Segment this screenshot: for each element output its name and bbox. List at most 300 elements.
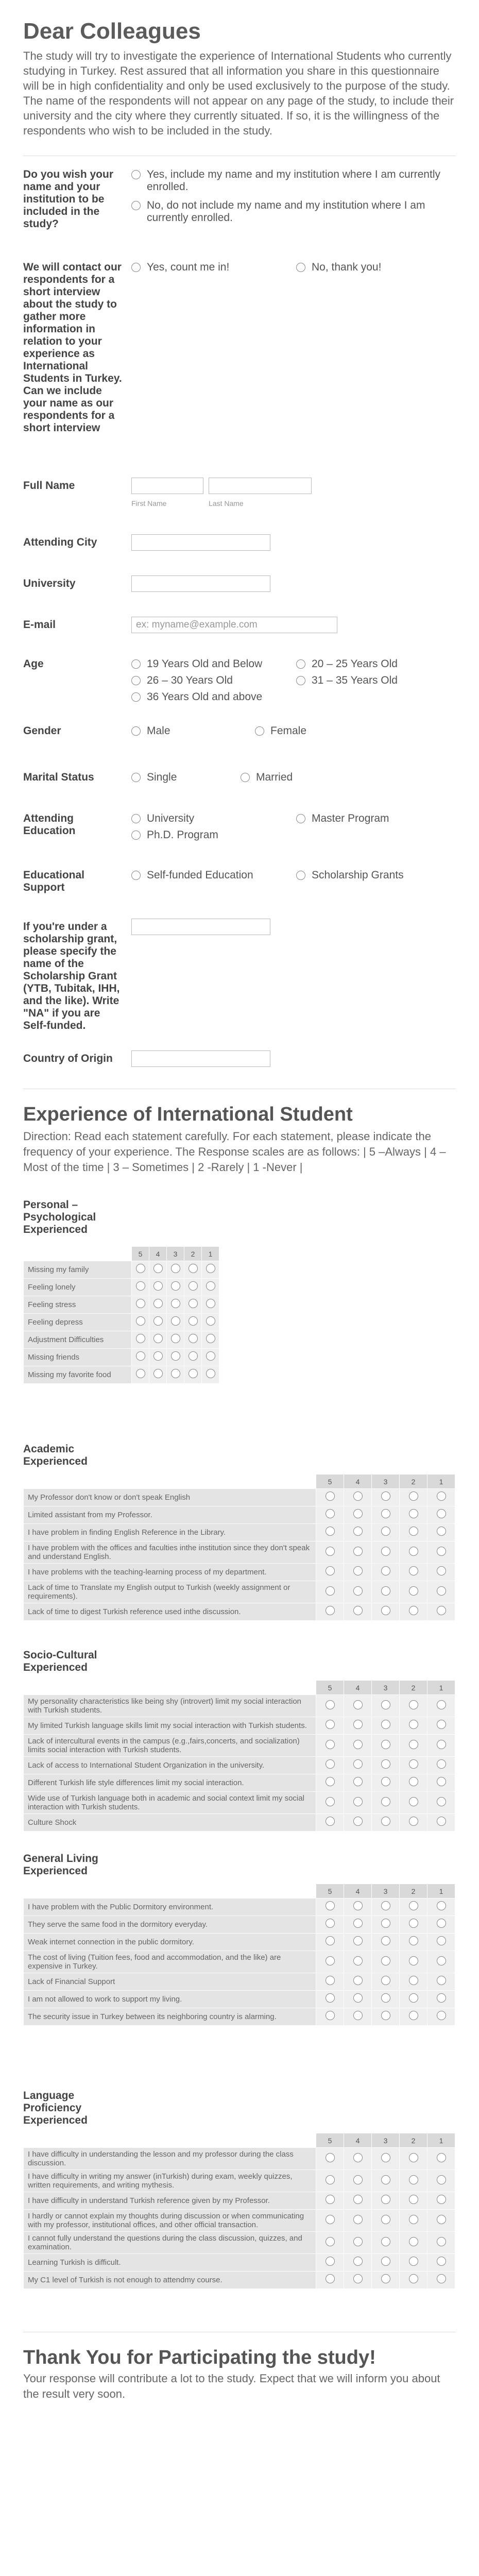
email-input[interactable]: ex: myname@example.com xyxy=(131,617,337,633)
radio-button[interactable] xyxy=(171,1316,180,1326)
radio-button[interactable] xyxy=(171,1299,180,1308)
radio-button[interactable] xyxy=(131,659,141,669)
matrix-cell[interactable] xyxy=(202,1331,219,1349)
radio-button[interactable] xyxy=(437,1586,446,1596)
radio-button[interactable] xyxy=(409,1759,418,1769)
radio-button[interactable] xyxy=(131,692,141,702)
radio-button[interactable] xyxy=(409,2237,418,2246)
radio-button[interactable] xyxy=(353,1919,363,1928)
radio-button[interactable] xyxy=(409,1740,418,1749)
matrix-cell[interactable] xyxy=(400,1973,427,1991)
matrix-cell[interactable] xyxy=(316,2232,344,2254)
matrix-cell[interactable] xyxy=(316,1717,344,1735)
matrix-cell[interactable] xyxy=(372,1973,400,1991)
matrix-cell[interactable] xyxy=(427,1973,455,1991)
radio-button[interactable] xyxy=(409,1700,418,1709)
radio-button[interactable] xyxy=(353,2175,363,2184)
matrix-cell[interactable] xyxy=(427,1991,455,2008)
option-age-19-below[interactable] xyxy=(131,658,296,670)
radio-button[interactable] xyxy=(437,2237,446,2246)
radio-button[interactable] xyxy=(131,871,141,880)
matrix-cell[interactable] xyxy=(400,1564,427,1581)
radio-button[interactable] xyxy=(381,2011,390,2020)
matrix-cell[interactable] xyxy=(400,1489,427,1506)
matrix-cell[interactable] xyxy=(372,1774,400,1792)
radio-button[interactable] xyxy=(136,1281,145,1291)
radio-button[interactable] xyxy=(353,1901,363,1910)
matrix-cell[interactable] xyxy=(149,1296,167,1314)
matrix-cell[interactable] xyxy=(400,1717,427,1735)
option-phd[interactable] xyxy=(131,829,456,841)
radio-button[interactable] xyxy=(136,1351,145,1361)
radio-button[interactable] xyxy=(326,2195,335,2204)
radio-button[interactable] xyxy=(296,676,305,685)
radio-button[interactable] xyxy=(409,2215,418,2224)
matrix-cell[interactable] xyxy=(344,1506,372,1524)
matrix-cell[interactable] xyxy=(372,1899,400,1916)
radio-button[interactable] xyxy=(437,1777,446,1786)
radio-button[interactable] xyxy=(326,1492,335,1501)
radio-button[interactable] xyxy=(353,1509,363,1518)
radio-button[interactable] xyxy=(409,2011,418,2020)
matrix-cell[interactable] xyxy=(316,2272,344,2289)
city-input[interactable] xyxy=(131,534,270,551)
radio-button[interactable] xyxy=(326,1817,335,1826)
radio-button[interactable] xyxy=(153,1369,163,1378)
matrix-cell[interactable] xyxy=(400,2232,427,2254)
radio-button[interactable] xyxy=(437,1901,446,1910)
radio-button[interactable] xyxy=(326,1606,335,1615)
radio-button[interactable] xyxy=(381,1936,390,1945)
radio-button[interactable] xyxy=(326,1586,335,1596)
radio-button[interactable] xyxy=(206,1281,215,1291)
matrix-cell[interactable] xyxy=(167,1279,184,1296)
radio-button[interactable] xyxy=(437,1566,446,1575)
matrix-cell[interactable] xyxy=(344,1991,372,2008)
radio-button[interactable] xyxy=(409,1797,418,1806)
radio-button[interactable] xyxy=(136,1299,145,1308)
radio-button[interactable] xyxy=(409,1919,418,1928)
matrix-cell[interactable] xyxy=(400,1916,427,1934)
radio-button[interactable] xyxy=(437,1720,446,1729)
radio-button[interactable] xyxy=(353,1976,363,1985)
radio-button[interactable] xyxy=(131,676,141,685)
matrix-cell[interactable] xyxy=(372,1814,400,1832)
matrix-cell[interactable] xyxy=(427,1774,455,1792)
matrix-cell[interactable] xyxy=(149,1261,167,1279)
radio-button[interactable] xyxy=(437,2175,446,2184)
radio-button[interactable] xyxy=(437,2274,446,2283)
radio-button[interactable] xyxy=(326,2274,335,2283)
option-include-yes[interactable] xyxy=(131,168,456,193)
radio-button[interactable] xyxy=(326,2175,335,2184)
matrix-cell[interactable] xyxy=(316,1489,344,1506)
radio-button[interactable] xyxy=(353,1993,363,2003)
option-university[interactable] xyxy=(131,812,296,825)
matrix-cell[interactable] xyxy=(344,1581,372,1603)
radio-button[interactable] xyxy=(326,1700,335,1709)
matrix-cell[interactable] xyxy=(400,1757,427,1774)
matrix-cell[interactable] xyxy=(372,2254,400,2272)
matrix-cell[interactable] xyxy=(316,1695,344,1717)
radio-button[interactable] xyxy=(326,1993,335,2003)
matrix-cell[interactable] xyxy=(372,2008,400,2026)
matrix-cell[interactable] xyxy=(316,2148,344,2170)
radio-button[interactable] xyxy=(409,1566,418,1575)
option-age-36-above[interactable] xyxy=(131,691,262,703)
radio-button[interactable] xyxy=(326,1777,335,1786)
radio-button[interactable] xyxy=(437,1919,446,1928)
matrix-cell[interactable] xyxy=(202,1314,219,1331)
matrix-cell[interactable] xyxy=(344,2148,372,2170)
radio-button[interactable] xyxy=(131,814,141,823)
radio-button[interactable] xyxy=(409,1956,418,1965)
matrix-cell[interactable] xyxy=(316,2170,344,2192)
radio-button[interactable] xyxy=(353,1777,363,1786)
matrix-cell[interactable] xyxy=(344,2170,372,2192)
radio-button[interactable] xyxy=(381,1586,390,1596)
matrix-cell[interactable] xyxy=(344,2192,372,2210)
radio-button[interactable] xyxy=(326,1901,335,1910)
radio-button[interactable] xyxy=(381,1492,390,1501)
matrix-cell[interactable] xyxy=(167,1314,184,1331)
radio-button[interactable] xyxy=(437,1797,446,1806)
radio-button[interactable] xyxy=(131,170,141,179)
radio-button[interactable] xyxy=(409,1817,418,1826)
matrix-cell[interactable] xyxy=(202,1366,219,1384)
matrix-cell[interactable] xyxy=(372,2192,400,2210)
radio-button[interactable] xyxy=(381,1606,390,1615)
matrix-cell[interactable] xyxy=(132,1279,149,1296)
matrix-cell[interactable] xyxy=(372,1564,400,1581)
matrix-cell[interactable] xyxy=(427,1934,455,1951)
radio-button[interactable] xyxy=(437,1936,446,1945)
radio-button[interactable] xyxy=(437,2215,446,2224)
radio-button[interactable] xyxy=(326,1566,335,1575)
radio-button[interactable] xyxy=(409,1606,418,1615)
matrix-cell[interactable] xyxy=(344,2210,372,2232)
matrix-cell[interactable] xyxy=(316,1814,344,1832)
matrix-cell[interactable] xyxy=(316,1774,344,1792)
radio-button[interactable] xyxy=(241,773,250,782)
matrix-cell[interactable] xyxy=(427,2192,455,2210)
matrix-cell[interactable] xyxy=(316,1951,344,1973)
matrix-cell[interactable] xyxy=(184,1296,202,1314)
matrix-cell[interactable] xyxy=(400,1524,427,1541)
radio-button[interactable] xyxy=(153,1264,163,1273)
radio-button[interactable] xyxy=(326,2237,335,2246)
matrix-cell[interactable] xyxy=(400,1991,427,2008)
matrix-cell[interactable] xyxy=(400,1603,427,1621)
matrix-cell[interactable] xyxy=(316,1506,344,1524)
matrix-cell[interactable] xyxy=(372,1792,400,1814)
matrix-cell[interactable] xyxy=(427,1489,455,1506)
option-female[interactable] xyxy=(255,725,306,737)
radio-button[interactable] xyxy=(189,1334,198,1343)
radio-button[interactable] xyxy=(326,1936,335,1945)
option-self-funded[interactable] xyxy=(131,869,296,882)
radio-button[interactable] xyxy=(437,1700,446,1709)
radio-button[interactable] xyxy=(326,1956,335,1965)
matrix-cell[interactable] xyxy=(344,2254,372,2272)
radio-button[interactable] xyxy=(326,1919,335,1928)
radio-button[interactable] xyxy=(409,1936,418,1945)
radio-button[interactable] xyxy=(409,1492,418,1501)
matrix-cell[interactable] xyxy=(344,1564,372,1581)
matrix-cell[interactable] xyxy=(149,1349,167,1366)
matrix-cell[interactable] xyxy=(316,1991,344,2008)
matrix-cell[interactable] xyxy=(167,1331,184,1349)
matrix-cell[interactable] xyxy=(372,1506,400,1524)
radio-button[interactable] xyxy=(381,1720,390,1729)
matrix-cell[interactable] xyxy=(372,1951,400,1973)
matrix-cell[interactable] xyxy=(202,1296,219,1314)
option-scholarship[interactable] xyxy=(296,869,404,882)
matrix-cell[interactable] xyxy=(184,1279,202,1296)
matrix-cell[interactable] xyxy=(400,1541,427,1564)
radio-button[interactable] xyxy=(171,1281,180,1291)
matrix-cell[interactable] xyxy=(372,1757,400,1774)
radio-button[interactable] xyxy=(326,1547,335,1556)
matrix-cell[interactable] xyxy=(316,1973,344,1991)
matrix-cell[interactable] xyxy=(132,1314,149,1331)
radio-button[interactable] xyxy=(326,1797,335,1806)
option-interview-yes[interactable] xyxy=(131,261,296,274)
radio-button[interactable] xyxy=(353,1492,363,1501)
country-origin-input[interactable] xyxy=(131,1050,270,1067)
matrix-cell[interactable] xyxy=(427,1506,455,1524)
matrix-cell[interactable] xyxy=(149,1314,167,1331)
radio-button[interactable] xyxy=(206,1334,215,1343)
matrix-cell[interactable] xyxy=(316,1899,344,1916)
radio-button[interactable] xyxy=(353,1700,363,1709)
radio-button[interactable] xyxy=(189,1316,198,1326)
matrix-cell[interactable] xyxy=(344,1603,372,1621)
matrix-cell[interactable] xyxy=(372,1991,400,2008)
radio-button[interactable] xyxy=(353,2274,363,2283)
radio-button[interactable] xyxy=(131,831,141,840)
matrix-cell[interactable] xyxy=(372,2148,400,2170)
option-include-no[interactable] xyxy=(131,199,456,224)
radio-button[interactable] xyxy=(437,1759,446,1769)
radio-button[interactable] xyxy=(381,2215,390,2224)
radio-button[interactable] xyxy=(381,2257,390,2266)
radio-button[interactable] xyxy=(437,1606,446,1615)
radio-button[interactable] xyxy=(136,1369,145,1378)
matrix-cell[interactable] xyxy=(316,2254,344,2272)
matrix-cell[interactable] xyxy=(427,2272,455,2289)
matrix-cell[interactable] xyxy=(372,2232,400,2254)
matrix-cell[interactable] xyxy=(167,1261,184,1279)
matrix-cell[interactable] xyxy=(344,1934,372,1951)
matrix-cell[interactable] xyxy=(372,1916,400,1934)
radio-button[interactable] xyxy=(409,2274,418,2283)
matrix-cell[interactable] xyxy=(400,1506,427,1524)
matrix-cell[interactable] xyxy=(184,1366,202,1384)
matrix-cell[interactable] xyxy=(184,1349,202,1366)
matrix-cell[interactable] xyxy=(427,2148,455,2170)
option-age-26-30[interactable] xyxy=(131,674,296,687)
matrix-cell[interactable] xyxy=(427,1524,455,1541)
matrix-cell[interactable] xyxy=(149,1331,167,1349)
radio-button[interactable] xyxy=(353,1527,363,1536)
radio-button[interactable] xyxy=(206,1316,215,1326)
matrix-cell[interactable] xyxy=(427,1792,455,1814)
matrix-cell[interactable] xyxy=(427,2232,455,2254)
matrix-cell[interactable] xyxy=(400,1814,427,1832)
matrix-cell[interactable] xyxy=(184,1331,202,1349)
matrix-cell[interactable] xyxy=(316,1541,344,1564)
last-name-input[interactable] xyxy=(209,478,312,494)
matrix-cell[interactable] xyxy=(372,2210,400,2232)
matrix-cell[interactable] xyxy=(400,1934,427,1951)
matrix-cell[interactable] xyxy=(400,2148,427,2170)
matrix-cell[interactable] xyxy=(344,1717,372,1735)
radio-button[interactable] xyxy=(381,1956,390,1965)
radio-button[interactable] xyxy=(381,2274,390,2283)
radio-button[interactable] xyxy=(437,2011,446,2020)
matrix-cell[interactable] xyxy=(344,2272,372,2289)
radio-button[interactable] xyxy=(353,1606,363,1615)
matrix-cell[interactable] xyxy=(427,1541,455,1564)
radio-button[interactable] xyxy=(353,1956,363,1965)
radio-button[interactable] xyxy=(296,263,305,272)
matrix-cell[interactable] xyxy=(400,1899,427,1916)
matrix-cell[interactable] xyxy=(427,2210,455,2232)
matrix-cell[interactable] xyxy=(344,1774,372,1792)
radio-button[interactable] xyxy=(381,1509,390,1518)
radio-button[interactable] xyxy=(409,1720,418,1729)
matrix-cell[interactable] xyxy=(149,1279,167,1296)
radio-button[interactable] xyxy=(353,2215,363,2224)
radio-button[interactable] xyxy=(326,2011,335,2020)
radio-button[interactable] xyxy=(381,1777,390,1786)
matrix-cell[interactable] xyxy=(400,1951,427,1973)
matrix-cell[interactable] xyxy=(427,1735,455,1757)
matrix-cell[interactable] xyxy=(427,1564,455,1581)
radio-button[interactable] xyxy=(153,1334,163,1343)
radio-button[interactable] xyxy=(381,1976,390,1985)
matrix-cell[interactable] xyxy=(167,1349,184,1366)
option-single[interactable] xyxy=(131,771,241,784)
radio-button[interactable] xyxy=(381,2175,390,2184)
matrix-cell[interactable] xyxy=(344,2232,372,2254)
radio-button[interactable] xyxy=(326,1740,335,1749)
matrix-cell[interactable] xyxy=(316,2008,344,2026)
radio-button[interactable] xyxy=(381,1700,390,1709)
radio-button[interactable] xyxy=(437,1547,446,1556)
university-input[interactable] xyxy=(131,575,270,592)
radio-button[interactable] xyxy=(437,1527,446,1536)
radio-button[interactable] xyxy=(131,773,141,782)
radio-button[interactable] xyxy=(189,1264,198,1273)
matrix-cell[interactable] xyxy=(427,1695,455,1717)
radio-button[interactable] xyxy=(409,2153,418,2162)
matrix-cell[interactable] xyxy=(400,1774,427,1792)
radio-button[interactable] xyxy=(206,1351,215,1361)
matrix-cell[interactable] xyxy=(344,1973,372,1991)
matrix-cell[interactable] xyxy=(427,2170,455,2192)
matrix-cell[interactable] xyxy=(132,1366,149,1384)
radio-button[interactable] xyxy=(381,2195,390,2204)
matrix-cell[interactable] xyxy=(167,1366,184,1384)
matrix-cell[interactable] xyxy=(344,1735,372,1757)
matrix-cell[interactable] xyxy=(344,1541,372,1564)
radio-button[interactable] xyxy=(381,1797,390,1806)
radio-button[interactable] xyxy=(409,1777,418,1786)
radio-button[interactable] xyxy=(326,1759,335,1769)
radio-button[interactable] xyxy=(409,2175,418,2184)
matrix-cell[interactable] xyxy=(344,2008,372,2026)
radio-button[interactable] xyxy=(353,2011,363,2020)
radio-button[interactable] xyxy=(326,1509,335,1518)
matrix-cell[interactable] xyxy=(316,1603,344,1621)
matrix-cell[interactable] xyxy=(427,1717,455,1735)
radio-button[interactable] xyxy=(326,1527,335,1536)
radio-button[interactable] xyxy=(381,1993,390,2003)
radio-button[interactable] xyxy=(136,1264,145,1273)
radio-button[interactable] xyxy=(409,2257,418,2266)
radio-button[interactable] xyxy=(206,1264,215,1273)
matrix-cell[interactable] xyxy=(202,1261,219,1279)
matrix-cell[interactable] xyxy=(316,1757,344,1774)
option-age-20-25[interactable] xyxy=(296,658,398,670)
radio-button[interactable] xyxy=(437,2195,446,2204)
matrix-cell[interactable] xyxy=(372,1934,400,1951)
option-interview-no[interactable] xyxy=(296,261,381,274)
matrix-cell[interactable] xyxy=(400,2192,427,2210)
radio-button[interactable] xyxy=(296,814,305,823)
radio-button[interactable] xyxy=(189,1369,198,1378)
radio-button[interactable] xyxy=(326,2215,335,2224)
matrix-cell[interactable] xyxy=(427,1603,455,1621)
radio-button[interactable] xyxy=(437,1976,446,1985)
matrix-cell[interactable] xyxy=(132,1296,149,1314)
matrix-cell[interactable] xyxy=(427,1951,455,1973)
radio-button[interactable] xyxy=(409,2195,418,2204)
matrix-cell[interactable] xyxy=(372,2170,400,2192)
matrix-cell[interactable] xyxy=(372,2272,400,2289)
radio-button[interactable] xyxy=(189,1299,198,1308)
radio-button[interactable] xyxy=(353,1720,363,1729)
radio-button[interactable] xyxy=(409,1509,418,1518)
radio-button[interactable] xyxy=(153,1299,163,1308)
matrix-cell[interactable] xyxy=(400,2272,427,2289)
matrix-cell[interactable] xyxy=(372,1541,400,1564)
radio-button[interactable] xyxy=(171,1369,180,1378)
matrix-cell[interactable] xyxy=(316,1735,344,1757)
radio-button[interactable] xyxy=(353,2237,363,2246)
matrix-cell[interactable] xyxy=(400,2254,427,2272)
radio-button[interactable] xyxy=(381,1919,390,1928)
matrix-cell[interactable] xyxy=(316,1524,344,1541)
radio-button[interactable] xyxy=(131,726,141,736)
radio-button[interactable] xyxy=(136,1334,145,1343)
radio-button[interactable] xyxy=(437,1993,446,2003)
radio-button[interactable] xyxy=(437,2257,446,2266)
radio-button[interactable] xyxy=(131,201,141,210)
matrix-cell[interactable] xyxy=(427,2254,455,2272)
radio-button[interactable] xyxy=(189,1281,198,1291)
radio-button[interactable] xyxy=(296,871,305,880)
matrix-cell[interactable] xyxy=(372,1603,400,1621)
radio-button[interactable] xyxy=(131,263,141,272)
radio-button[interactable] xyxy=(353,1740,363,1749)
matrix-cell[interactable] xyxy=(372,1735,400,1757)
radio-button[interactable] xyxy=(381,1817,390,1826)
matrix-cell[interactable] xyxy=(372,1489,400,1506)
matrix-cell[interactable] xyxy=(427,1581,455,1603)
